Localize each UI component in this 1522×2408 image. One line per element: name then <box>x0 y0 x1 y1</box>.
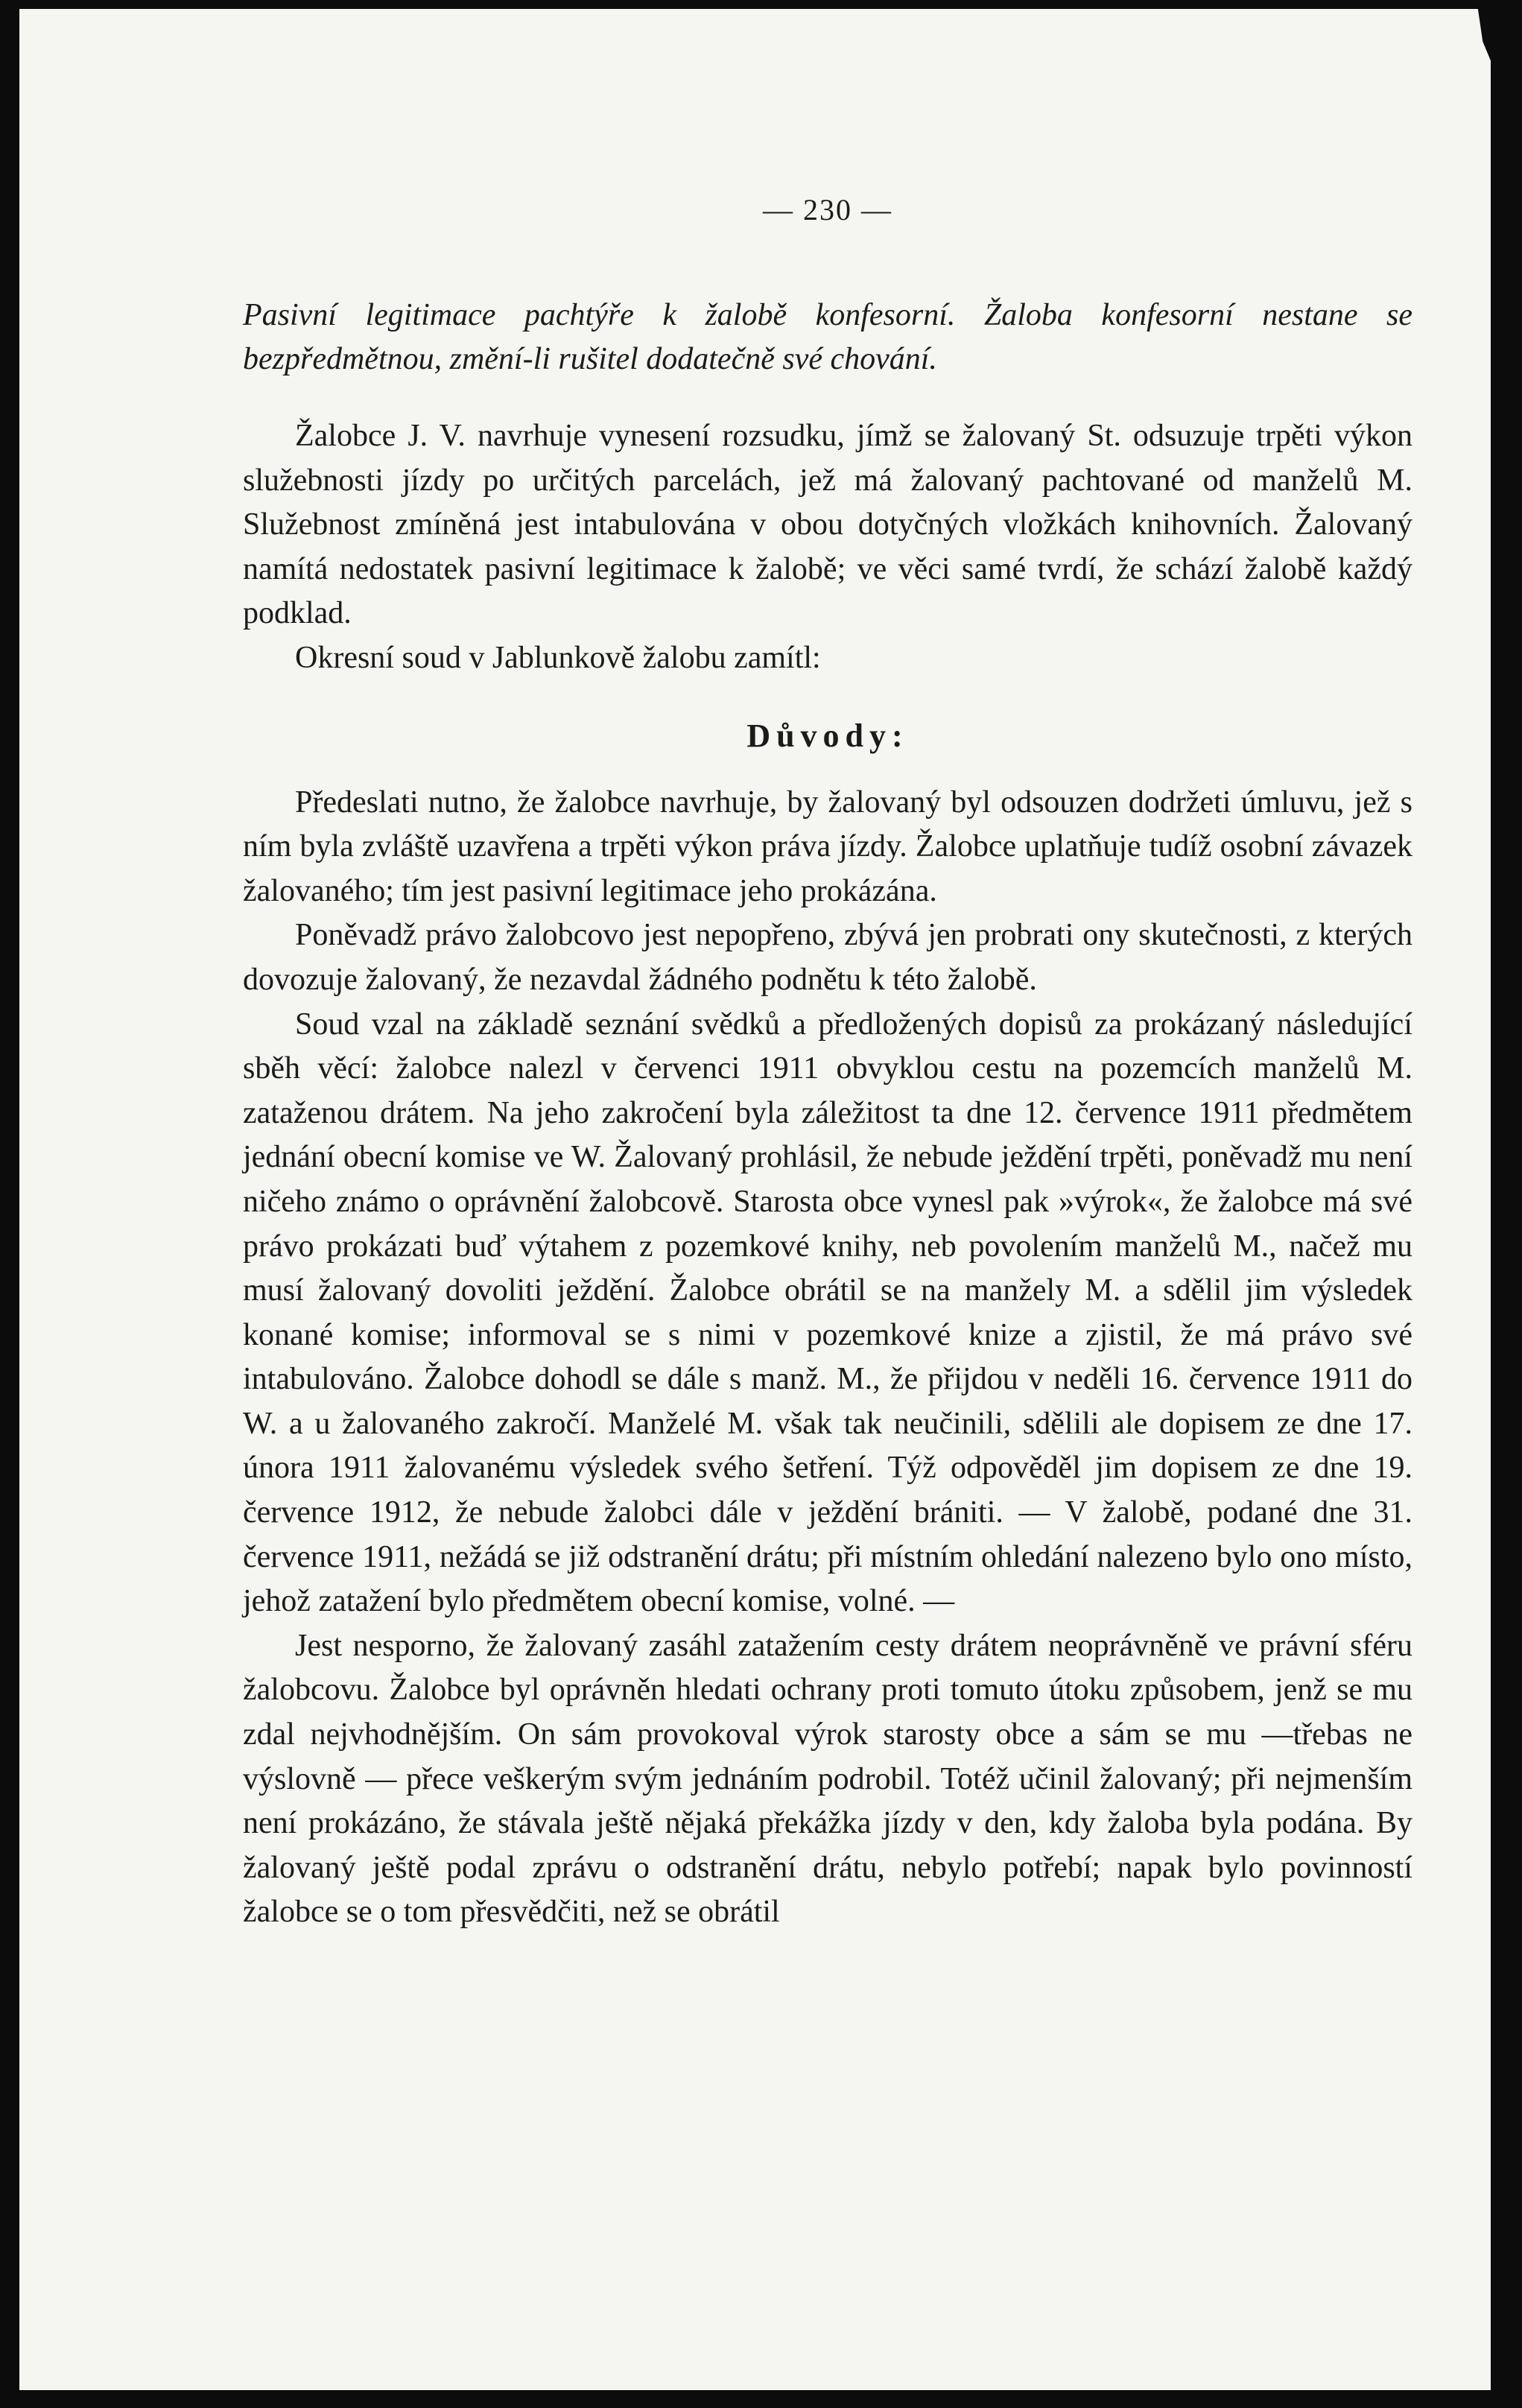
reason-paragraph: Poněvadž právo žalobcovo jest nepopřeno, zbývá jen probrati ony skutečnosti, z kterých dovozuje žalovaný, že nezavdal žádného podnětu k této žalobě. <box>243 918 1412 997</box>
page-text-block <box>243 195 1412 1935</box>
reason-paragraph: Předeslati nutno, že žalobce navrhuje, by žalovaný byl odsouzen dodržeti úmluvu, jež s ním byla zvláště uzavřena a trpěti výkon práva jízdy. Žalobce uplatňuje tudíž osobní závazek žalovaného; tím jest pasivní legitimace jeho prokázána. <box>243 785 1412 908</box>
intro-paragraph-claim: Žalobce J. V. navrhuje vynesení rozsudku, jímž se žalovaný St. odsuzuje trpěti výkon služebnosti jízdy po určitých parcelách, jež má žalovaný pachtované od manželů M. Služebnost zmíněná jest intabulována v obou dotyčných vložkách knihovních. Žalovaný namítá nedostatek pasivní legitimace k žalobě; ve věci samé tvrdí, že schází žalobě každý podklad. <box>243 419 1412 631</box>
reason-paragraph: Soud vzal na základě seznání svědků a předložených dopisů za prokázaný následující sběh věcí: žalobce nalezl v červenci 1911 obvyklou cestu na pozemcích manželů M. zataženou drátem. Na jeho zakročení byla záležitost ta dne 12. července 1911 předmětem jednání obecní komise ve W. Žalovaný prohlásil, že nebude ježdění trpěti, poněvadž mu není ničeho známo o oprávnění žalobcově. Starosta obce vynesl pak »výrok«, že žalobce má své právo prokázati buď výtahem z pozemkové knihy, neb povolením manželů M., načež mu musí žalovaný dovoliti ježdění. Žalobce obrátil se na manžely M. a sdělil jim výsledek konané komise; informoval se s nimi v pozemkové knize a zjistil, že má právo své intabulováno. Žalobce dohodl se dále s manž. M., že přijdou v neděli 16. července 1911 do W. a u žalovaného zakročí. Manželé M. však tak neučinili, sdělili ale dopisem ze dne 17. února 1911 žalovanému výsledek svého šetření. Týž odpověděl jim dopisem ze dne 19. července 1912, že nebude žalobci dále v ježdění brániti. — V žalobě, podané dne 31. července 1911, nežádá se již odstranění drátu; při místním ohledání nalezeno bylo ono místo, jehož zatažení bylo předmětem obecní komise, volné. — <box>243 1007 1412 1619</box>
section-heading-reasons: Důvody: <box>746 717 909 754</box>
intro-paragraph-decision: Okresní soud v Jablunkově žalobu zamítl: <box>295 640 821 675</box>
reason-paragraph: Jest nesporno, že žalovaný zasáhl zatažením cesty drátem neoprávněně ve právní sféru žalobcovu. Žalobce byl oprávněn hledati ochrany proti tomuto útoku způsobem, jenž se mu zdal nejvhodnějším. On sám provokoval výrok starosty obce a sám se mu —třebas ne výslovně — přece veškerým svým jednáním podrobil. Totéž učinil žalovaný; při nejmenším není prokázáno, že stávala ještě nějaká překážka jízdy v den, kdy žaloba byla podána. By žalovaný ještě podal zprávu o odstranění drátu, nebylo potřebí; napak bylo povinností žalobce se o tom přesvědčiti, než se obrátil <box>243 1628 1412 1930</box>
book-page <box>19 9 1491 2390</box>
page-number: — 230 — <box>763 193 892 226</box>
case-headnote: Pasivní legitimace pachtýře k žalobě konfesorní. Žaloba konfesorní nestane se bezpředmětnou, změní-li rušitel dodatečně své chování. <box>243 298 1412 376</box>
scan-corner-shadow <box>1450 9 1491 72</box>
